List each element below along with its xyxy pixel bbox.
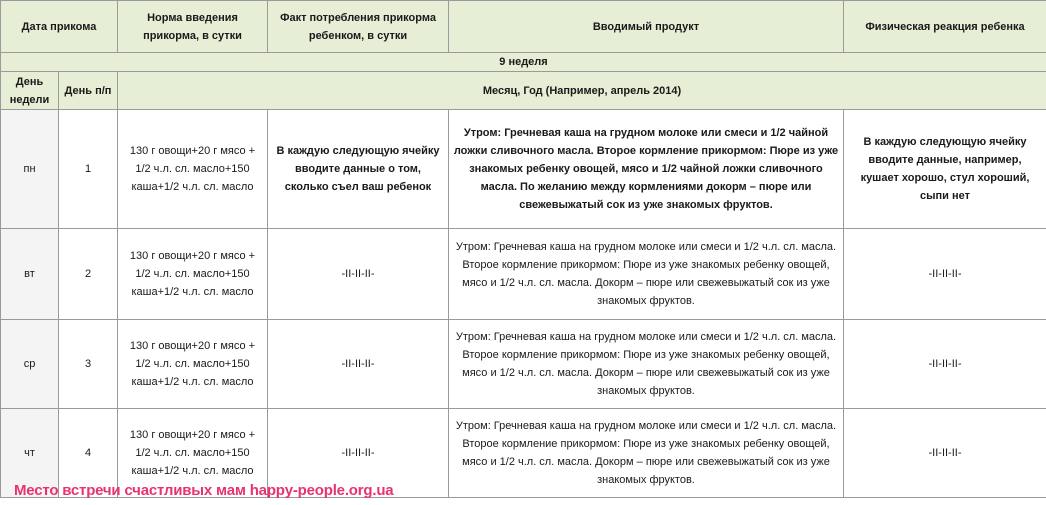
day-cell: ср — [1, 320, 59, 409]
fact-cell: -II-II-II- — [268, 409, 449, 498]
reaction-cell: В каждую следующую ячейку вводите данные, например, кушает хорошо, стул хороший, сыпи нет — [844, 110, 1046, 229]
subheader-day-num: День п/п — [59, 72, 118, 110]
table-row — [1, 320, 1046, 409]
reaction-cell: -II-II-II- — [844, 229, 1046, 320]
day-cell: чт — [1, 409, 59, 498]
day-num-cell: 1 — [59, 110, 118, 229]
subheader-day-of-week: День недели — [1, 72, 59, 110]
week-label: 9 неделя — [1, 53, 1046, 72]
product-cell: Утром: Гречневая каша на грудном молоке или смеси и 1/2 чайной ложки сливочного масла. Второе кормление прикормом: Пюре из уже знакомых ребенку овощей, мясо и 1/2 чайной ложки сливочного масла. По желанию между кормлениями докорм – пюре или свежевыжатый сок из уже знакомых фруктов. — [449, 110, 844, 229]
header-row — [1, 1, 1046, 53]
subheader-row — [1, 72, 1046, 110]
fact-cell: В каждую следующую ячейку вводите данные о том, сколько съел ваш ребенок — [268, 110, 449, 229]
header-reaction: Физическая реакция ребенка — [844, 1, 1046, 53]
week-row — [1, 53, 1046, 72]
header-fact: Факт потребления прикорма ребенком, в сутки — [268, 1, 449, 53]
day-cell: вт — [1, 229, 59, 320]
fact-cell: -II-II-II- — [268, 229, 449, 320]
norm-cell: 130 г овощи+20 г мясо + 1/2 ч.л. сл. масло+150 каша+1/2 ч.л. сл. масло — [118, 320, 268, 409]
day-num-cell: 2 — [59, 229, 118, 320]
table-row — [1, 229, 1046, 320]
norm-cell: 130 г овощи+20 г мясо + 1/2 ч.л. сл. масло+150 каша+1/2 ч.л. сл. масло — [118, 409, 268, 498]
day-cell: пн — [1, 110, 59, 229]
header-date: Дата прикома — [1, 1, 118, 53]
norm-cell: 130 г овощи+20 г мясо + 1/2 ч.л. сл. масло+150 каша+1/2 ч.л. сл. масло — [118, 110, 268, 229]
reaction-cell: -II-II-II- — [844, 320, 1046, 409]
norm-cell: 130 г овощи+20 г мясо + 1/2 ч.л. сл. масло+150 каша+1/2 ч.л. сл. масло — [118, 229, 268, 320]
table-row — [1, 110, 1046, 229]
header-norm: Норма введения прикорма, в сутки — [118, 1, 268, 53]
product-cell: Утром: Гречневая каша на грудном молоке или смеси и 1/2 ч.л. сл. масла. Второе кормление прикормом: Пюре из уже знакомых ребенку овощей, мясо и 1/2 ч.л. сл. масла. Докорм – пюре или свежевыжатый сок из уже знакомых фруктов. — [449, 229, 844, 320]
reaction-cell: -II-II-II- — [844, 409, 1046, 498]
day-num-cell: 3 — [59, 320, 118, 409]
fact-cell: -II-II-II- — [268, 320, 449, 409]
product-cell: Утром: Гречневая каша на грудном молоке или смеси и 1/2 ч.л. сл. масла. Второе кормление прикормом: Пюре из уже знакомых ребенку овощей, мясо и 1/2 ч.л. сл. масла. Докорм – пюре или свежевыжатый сок из уже знакомых фруктов. — [449, 320, 844, 409]
product-cell: Утром: Гречневая каша на грудном молоке или смеси и 1/2 ч.л. сл. масла. Второе кормление прикормом: Пюре из уже знакомых ребенку овощей, мясо и 1/2 ч.л. сл. масла. Докорм – пюре или свежевыжатый сок из уже знакомых фруктов. — [449, 409, 844, 498]
header-product: Вводимый продукт — [449, 1, 844, 53]
day-num-cell: 4 — [59, 409, 118, 498]
subheader-month-year: Месяц, Год (Например, апрель 2014) — [118, 72, 1046, 110]
site-watermark: Место встречи счастливых мам happy-people.org.ua — [14, 482, 394, 499]
